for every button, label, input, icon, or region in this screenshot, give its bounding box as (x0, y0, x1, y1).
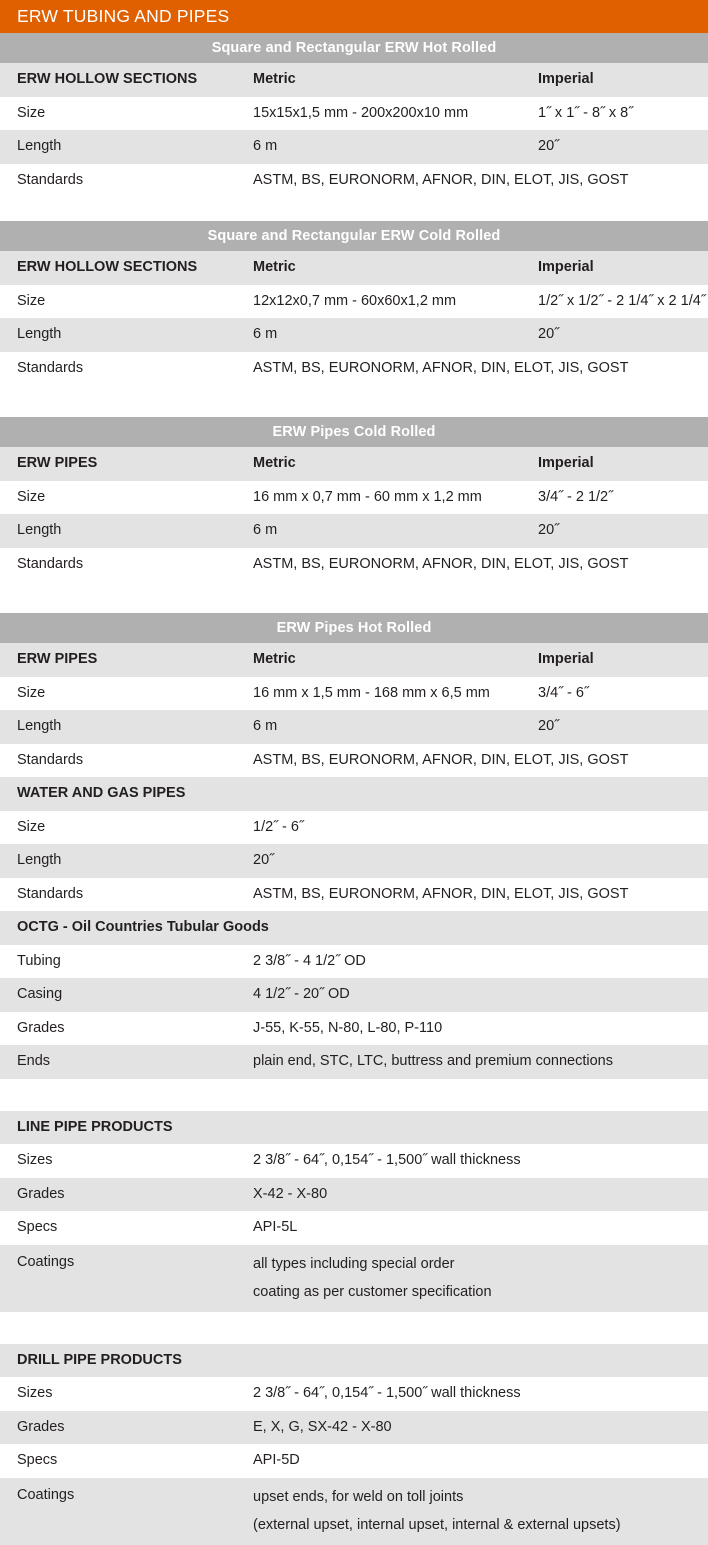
column-header-imperial: Imperial (538, 455, 594, 472)
row-metric: 15x15x1,5 mm - 200x200x10 mm (253, 104, 469, 121)
row-metric: 16 mm x 1,5 mm - 168 mm x 6,5 mm (253, 684, 490, 701)
table-row (0, 164, 708, 198)
section-band-0 (0, 33, 708, 63)
table-row (0, 1144, 708, 1178)
row-label: Grades (17, 1019, 65, 1036)
row-metric: 12x12x0,7 mm - 60x60x1,2 mm (253, 292, 457, 309)
section-table-2 (0, 447, 708, 581)
section-spacer (0, 197, 708, 221)
row-metric: ASTM, BS, EURONORM, AFNOR, DIN, ELOT, JIS, GOST (253, 359, 629, 376)
row-metric: 4 1/2˝ - 20˝ OD (253, 986, 350, 1003)
section-table-5 (0, 911, 708, 1079)
section-band-1 (0, 221, 708, 251)
table-header-row (0, 1344, 708, 1378)
table-row (0, 744, 708, 778)
table-row (0, 514, 708, 548)
row-metric: 6 m (253, 522, 278, 539)
section-table-7 (0, 1344, 708, 1545)
row-label: Size (17, 292, 46, 309)
row-metric: 6 m (253, 326, 278, 343)
row-imperial: 20˝ (538, 326, 559, 343)
row-label: Length (17, 718, 62, 735)
header-label: WATER AND GAS PIPES (17, 785, 186, 802)
row-label: Length (17, 522, 62, 539)
row-label: Grades (17, 1185, 65, 1202)
row-metric: ASTM, BS, EURONORM, AFNOR, DIN, ELOT, JIS, GOST (253, 885, 629, 902)
table-row (0, 811, 708, 845)
table-row (0, 97, 708, 131)
row-label: Standards (17, 171, 84, 188)
row-label: Standards (17, 885, 84, 902)
row-metric: 6 m (253, 138, 278, 155)
table-row (0, 677, 708, 711)
row-imperial: 3/4˝ - 2 1/2˝ (538, 488, 613, 505)
table-row (0, 1211, 708, 1245)
table-row (0, 1245, 708, 1312)
table-row (0, 352, 708, 386)
page-title: ERW TUBING AND PIPES (17, 5, 230, 26)
row-label: Ends (17, 1053, 51, 1070)
table-row (0, 844, 708, 878)
section-spacer (0, 1079, 708, 1111)
row-imperial: 1/2˝ x 1/2˝ - 2 1/4˝ x 2 1/4˝ (538, 292, 706, 309)
row-metric-line-1: all types including special order (253, 1255, 455, 1272)
section-band-3 (0, 613, 708, 643)
table-row (0, 130, 708, 164)
section-band-label: Square and Rectangular ERW Cold Rolled (207, 227, 501, 244)
section-band-2 (0, 417, 708, 447)
column-header-metric: Metric (253, 71, 296, 88)
row-label: Size (17, 104, 46, 121)
column-header-metric: Metric (253, 259, 296, 276)
row-metric: ASTM, BS, EURONORM, AFNOR, DIN, ELOT, JIS, GOST (253, 171, 629, 188)
row-label: Specs (17, 1219, 58, 1236)
table-row (0, 548, 708, 582)
header-label: ERW PIPES (17, 651, 98, 668)
section-spacer (0, 581, 708, 613)
table-row (0, 978, 708, 1012)
table-header-row (0, 251, 708, 285)
row-metric-multiline (253, 1487, 708, 1536)
row-label: Standards (17, 751, 84, 768)
header-label: DRILL PIPE PRODUCTS (17, 1351, 182, 1368)
table-row (0, 481, 708, 515)
row-metric: API-5L (253, 1219, 298, 1236)
column-header-imperial: Imperial (538, 651, 594, 668)
row-metric: plain end, STC, LTC, buttress and premium connections (253, 1053, 613, 1070)
row-label: Specs (17, 1452, 58, 1469)
table-header-row (0, 63, 708, 97)
row-imperial: 20˝ (538, 138, 559, 155)
row-label: Size (17, 818, 46, 835)
section-table-4 (0, 777, 708, 911)
row-label: Size (17, 488, 46, 505)
row-metric-line-2: coating as per customer specification (253, 1283, 492, 1300)
section-spacer (0, 385, 708, 417)
header-label: ERW HOLLOW SECTIONS (17, 71, 198, 88)
header-label: ERW PIPES (17, 455, 98, 472)
page-title-bar (0, 0, 708, 33)
row-label: Standards (17, 359, 84, 376)
table-header-row (0, 1111, 708, 1145)
row-label: Length (17, 138, 62, 155)
table-row (0, 1178, 708, 1212)
table-row (0, 878, 708, 912)
row-label: Size (17, 684, 46, 701)
row-label: Sizes (17, 1385, 53, 1402)
row-metric: E, X, G, SX-42 - X-80 (253, 1418, 392, 1435)
column-header-metric: Metric (253, 455, 296, 472)
section-table-0 (0, 63, 708, 197)
table-header-row (0, 447, 708, 481)
table-header-row (0, 911, 708, 945)
row-metric: ASTM, BS, EURONORM, AFNOR, DIN, ELOT, JIS, GOST (253, 751, 629, 768)
row-metric: 16 mm x 0,7 mm - 60 mm x 1,2 mm (253, 488, 482, 505)
row-label: Sizes (17, 1152, 53, 1169)
table-row (0, 1478, 708, 1545)
row-label: Casing (17, 986, 63, 1003)
row-label: Tubing (17, 952, 61, 969)
section-spacer (0, 1312, 708, 1344)
row-imperial: 1˝ x 1˝ - 8˝ x 8˝ (538, 104, 634, 121)
row-label: Coatings (17, 1253, 75, 1270)
table-row (0, 1045, 708, 1079)
row-metric: ASTM, BS, EURONORM, AFNOR, DIN, ELOT, JIS, GOST (253, 555, 629, 572)
row-metric-line-1: upset ends, for weld on toll joints (253, 1488, 464, 1505)
row-metric: J-55, K-55, N-80, L-80, P-110 (253, 1019, 443, 1036)
row-label: Length (17, 326, 62, 343)
row-imperial: 20˝ (538, 522, 559, 539)
column-header-metric: Metric (253, 651, 296, 668)
row-metric: X-42 - X-80 (253, 1185, 328, 1202)
row-imperial: 20˝ (538, 718, 559, 735)
table-row (0, 1411, 708, 1445)
row-metric: 2 3/8˝ - 64˝, 0,154˝ - 1,500˝ wall thickness (253, 1152, 521, 1169)
table-row (0, 1377, 708, 1411)
table-row (0, 285, 708, 319)
row-metric: 2 3/8˝ - 4 1/2˝ OD (253, 952, 366, 969)
row-metric: 20˝ (253, 852, 274, 869)
column-header-imperial: Imperial (538, 259, 594, 276)
row-label: Standards (17, 555, 84, 572)
section-band-label: ERW Pipes Cold Rolled (272, 423, 436, 440)
section-band-label: Square and Rectangular ERW Hot Rolled (211, 39, 497, 56)
column-header-imperial: Imperial (538, 71, 594, 88)
row-label: Grades (17, 1418, 65, 1435)
table-header-row (0, 777, 708, 811)
table-row (0, 945, 708, 979)
row-imperial: 3/4˝ - 6˝ (538, 684, 589, 701)
header-label: LINE PIPE PRODUCTS (17, 1118, 173, 1135)
row-metric-line-2: (external upset, internal upset, internal & external upsets) (253, 1516, 621, 1533)
section-band-label: ERW Pipes Hot Rolled (276, 619, 432, 636)
row-metric: 6 m (253, 718, 278, 735)
section-table-1 (0, 251, 708, 385)
table-header-row (0, 643, 708, 677)
table-row (0, 318, 708, 352)
table-row (0, 710, 708, 744)
row-metric-multiline (253, 1254, 708, 1303)
table-row (0, 1012, 708, 1046)
header-label: ERW HOLLOW SECTIONS (17, 259, 198, 276)
row-metric: 1/2˝ - 6˝ (253, 818, 304, 835)
table-row (0, 1444, 708, 1478)
row-label: Length (17, 852, 62, 869)
header-label: OCTG - Oil Countries Tubular Goods (17, 919, 269, 936)
row-metric: API-5D (253, 1452, 300, 1469)
row-metric: 2 3/8˝ - 64˝, 0,154˝ - 1,500˝ wall thickness (253, 1385, 521, 1402)
row-label: Coatings (17, 1486, 75, 1503)
section-table-3 (0, 643, 708, 777)
section-table-6 (0, 1111, 708, 1312)
